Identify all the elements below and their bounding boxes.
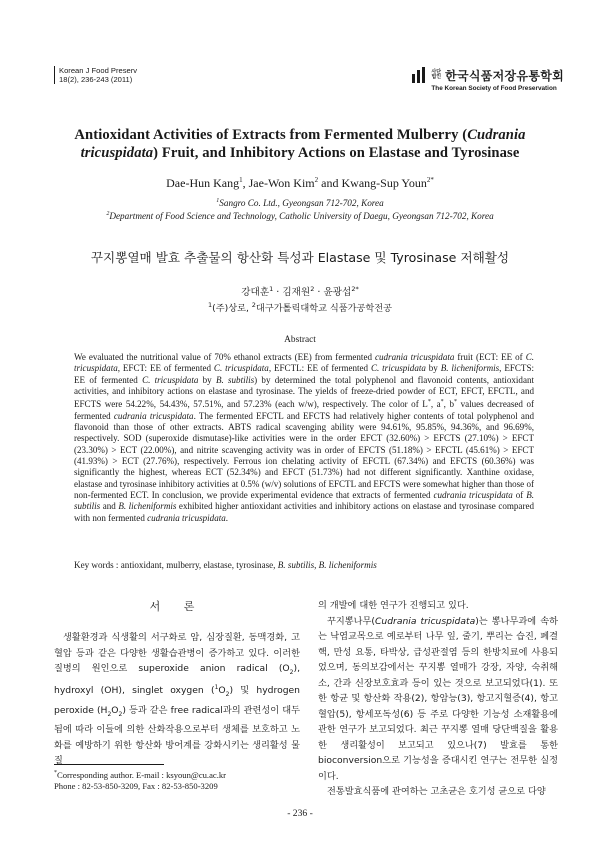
abstract-segment: We evaluated the nutritional value of 70% ethanol extracts (EE) from fermented [74,352,375,362]
abstract-segment: , b [443,399,455,410]
society-name-ko: 한국식품저장유통학회 [445,68,564,83]
intro-p1-f: ) 등과 같은 free radical과의 관련성이 대두됨에 따라 이들에 의한 산화작용으로부터 생체를 보호하고 노화를 예방하기 위한 항산화 방어계를 강화시키는 생리활성 물질 [54,704,300,767]
abstract-segment: . [225,512,229,523]
intro-p1-sub1: 2 [289,668,294,676]
corresponding-author-footnote [54,768,226,793]
intro-p1-sub4: 2 [118,710,123,718]
korean-author-list [40,284,560,298]
ko-author-2-sup: 2 [310,284,315,293]
author-sep-1: , [242,176,249,190]
korean-title: 꾸지뽕열매 발효 추출물의 항산화 특성과 Elastase 및 Tyrosinase 저해활성 [90,250,510,265]
abstract-segment: B. subtilis [215,374,255,385]
intro-p1-c: O [218,685,226,697]
author-1: Dae-Hun Kang [166,176,240,190]
intro-p1-d: ) 및 hydrogen peroxide (H [54,685,301,716]
affiliation-1 [40,195,560,209]
abstract-segment: C. tricuspidata [370,363,426,374]
intro-p2-italic: Cudrania tricuspidata [374,615,476,627]
ko-author-2: 김재원 [282,287,311,298]
title-line2-text: ) Fruit, and Inhibitory Actions on Elastase and Tyrosinase [153,145,520,161]
intro-p1-b: ), hydroxyl (OH), singlet oxygen ( [54,663,300,697]
title-line2-italic: tricuspidata [80,145,154,161]
intro-p1-sub2: 2 [225,691,230,699]
journal-citation [54,66,137,84]
korean-affiliations [40,300,560,314]
title-line1-italic: Cudrania [467,127,526,143]
keywords-label: Key words : [74,560,121,570]
abstract-heading: Abstract [284,335,316,345]
affiliation-2-sup: 2 [106,211,110,217]
abstract-segment: C. tricuspidata [142,374,199,385]
keywords [74,560,377,570]
intro-paragraph-1 [54,630,300,769]
ko-author-1: 강대훈 [241,287,270,298]
abstract-segment: , a [430,399,441,410]
abstract-segment: cudrania tricuspidata [147,512,226,523]
abstract-segment: exhibited higher antioxidant activities and inhibitory actions on elastase and tyrosinase compared with non fermented [74,501,534,523]
author-sep-2: and [318,176,342,190]
intro-p1-e: O [111,704,119,716]
footnote-rule [54,764,164,765]
intro-paragraph-3: 전통발효식품에 관여하는 고초균은 호기성 균으로 다양 [327,786,546,797]
page-number: - 236 - [287,808,313,819]
abstract-segment: B. licheniformis [118,501,177,512]
keywords-text: antioxidant, mulberry, elastase, tyrosinase, [120,560,278,570]
abstract-segment: B. subtilis [74,490,534,512]
intro-p2-b: )는 뽕나무과에 속하는 낙엽교목으로 예로부터 나무 잎, 줄기, 뿌리는 습진, 폐결핵, 만성 요통, 타박상, 급성관절염 등의 한방치료에 사용되었으며, 동의보감에서는 꾸지뽕 열매가 강장, 자양, 숙취해소, 간과 신장보호효과 등이 있는 것으로 보고되었다(1). 또한 항균 및 항산화 작용(2), 항암능(3), 항고지혈증(4), 항고혈압(5), 항세포독성(6) 등 주로 다양한 기능성 소재활용에 관한 연구가 보고되었다. 최근 꾸지뽕 열매 당단백질을 활용한 생리활성이 보고되고 있으나(7) 발효를 통한 bioconversion으로 기능성을 증대시킨 연구는 전무한 실정이다. [318,615,558,782]
abstract-segment: of [512,490,527,501]
footnote-email: Corresponding author. E-mail : ksyoun@cu.ac.kr [57,769,227,780]
abstract-segment: by [425,363,441,374]
right-column [318,598,558,800]
abstract-segment: fruit (ECT: EE of [454,352,526,362]
title-line1-text: Antioxidant Activities of Extracts from Fermented Mulberry ( [74,127,468,143]
affiliation-2-text: Department of Food Science and Technology, Catholic University of Daegu, Gyeongsan 712-702, Korea [109,211,494,222]
keyword-italic-2: B. licheniformis [318,560,377,570]
intro-p1-sub3: 2 [107,710,112,718]
paper-title [40,126,560,162]
intro-p1-a: 생활환경과 식생활의 서구화로 암, 심장질환, 동맥경화, 고혈압 등과 같은 다양한 생활습관병이 증가하고 있다. 이러한 질병의 원인으로 superoxide anion radical (O [54,632,300,674]
abstract-segment: and [100,501,119,512]
abstract-segment: C. tricuspidata [213,363,269,374]
ko-author-sep-2: · [314,287,324,298]
intro-continuation: 의 개발에 대한 연구가 진행되고 있다. [318,600,469,611]
abstract-segment: , EFCTL: EE of fermented [268,363,371,374]
abstract-segment: cudrania tricuspidata [374,352,455,362]
footnote-line-1 [54,768,226,781]
society-logo-icon [411,66,427,84]
abstract-segment: * [440,399,444,406]
ko-author-sep-1: · [273,287,283,298]
keyword-italic-1: B. subtilis [277,560,315,570]
abstract-segment: cudrania tricuspidata [433,490,513,501]
author-2-sup: 2 [314,176,319,184]
affiliation-1-text: Sangro Co. Ltd., Gyeongsan 712-702, Korea [219,198,384,209]
abstract-segment: C. tricuspidata [74,352,534,374]
abstract-segment: B. licheniformis [440,363,500,374]
author-1-sup: 1 [239,176,243,184]
ko-affil-2: 대구가톨릭대학교 식품가공학전공 [255,303,392,314]
ko-affil-1: (주)상로, [212,303,252,314]
ko-author-3-sup: 2* [351,284,359,293]
affiliation-2 [40,208,560,222]
abstract-segment: . The fermented EFCTL and EFCTS had relatively higher contents of total polyphenol and flavonoid than those of other extracts. ABTS radical scavenging ability were 94.61%, 95.85%, 94.36%, and 96.69%, respectively. SOD (superoxide dismutase)-like activities were in the order EFCT (32.60%) > EFCTS (27.10%) > EFCT (23.30%) > ECT (22.00%), and nitrite scavenging activity was in order of EFCTS (51.18%) > EFCTL (45.61%) > EFCT (41.93%) > ECT (27.76%), respectively. Ferrous ion chelating activity of EFCTL (67.34%) and EFCTS (60.36%) was significantly the highest, whereas ECT (52.34%) and EFCT (51.73%) had not different significantly. Xanthine oxidase, elastase and tyrosinase inhibitory activities at 0.5% (w/v) solutions of EFCTL and EFCTS were somewhat higher than those of non-fermented ECT. In conclusion, we provide experimental evidence that extracts of fermented [74,410,534,501]
society-small-top: 사단 [431,69,442,75]
introduction-heading: 서 론 [149,600,205,613]
intro-p1-sup: 1 [214,684,219,692]
journal-volume: 18(2), 236-243 (2011) [59,75,133,84]
society-name-en: The Korean Society of Food Preservation [431,85,557,92]
ko-author-3: 윤광섭 [323,287,352,298]
intro-p2-a: 꾸지뽕나무( [327,615,375,627]
ko-affil-2-sup: 2 [251,300,256,309]
author-3-sup: 2* [426,176,434,184]
footnote-mark: * [54,770,57,776]
keywords-sep: , [314,560,319,570]
intro-paragraph-2 [318,614,558,785]
ko-author-1-sup: 1 [269,284,274,293]
society-header [411,66,564,92]
author-2: Jae-Won Kim [248,176,315,190]
abstract-segment: by [198,374,216,385]
abstract-segment: * [454,399,458,406]
affiliation-1-sup: 1 [216,198,220,204]
footnote-line-2: Phone : 82-53-850-3209, Fax : 82-53-850-3209 [54,781,218,792]
author-list [40,176,560,191]
abstract-segment: values decreased of fermented [74,399,535,421]
abstract-segment: , EFCTS: EE of fermented [74,363,534,385]
left-column [54,630,300,769]
abstract-body [74,352,534,524]
abstract-segment: ) by determined the total polyphenol and flavonoid contents, antioxidant activities, and inhibitory actions on elastase and tyrosinase. The yields of freeze-dried powder of ECT, EFCT, EFCTL, and EFCTS were 54.22%, 54.43%, 57.51%, and 57.23% (each w/w), respectively. The color of L [74,374,534,410]
ko-affil-1-sup: 1 [208,300,213,309]
abstract-segment: cudrania tricuspidata [113,410,194,421]
abstract-segment: , EFCT: EE of fermented [117,363,214,374]
author-3: Kwang-Sup Youn [341,176,427,190]
journal-name: Korean J Food Preserv [59,66,138,75]
abstract-segment: * [427,399,431,406]
society-small-bottom: 법인 [431,74,442,80]
